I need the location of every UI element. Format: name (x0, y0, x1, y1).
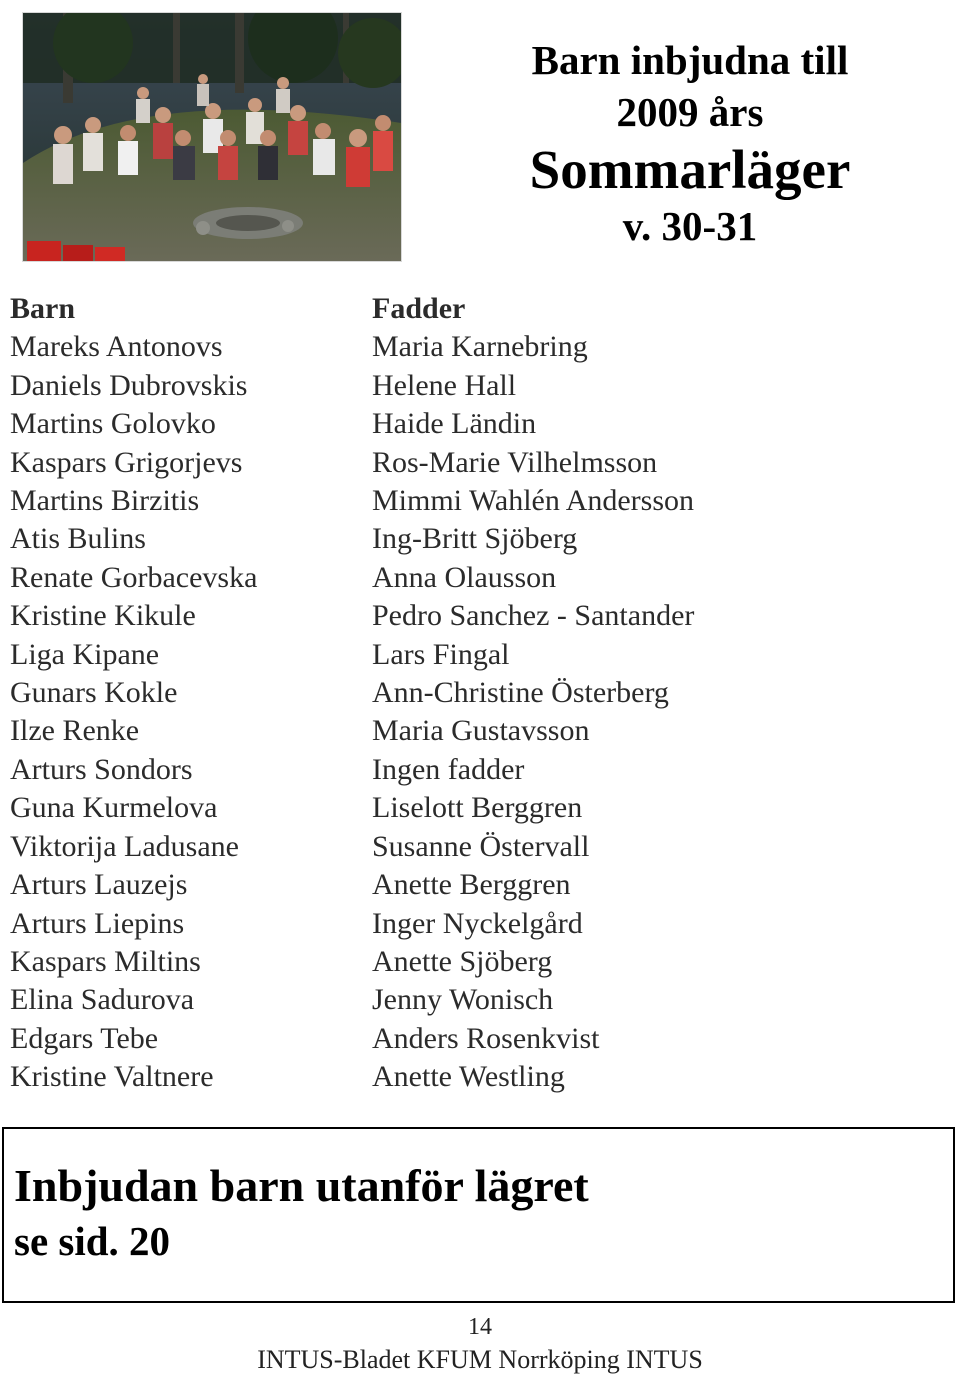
child-name: Guna Kurmelova (10, 791, 218, 825)
sponsor-name: Liselott Berggren (372, 791, 583, 825)
child-name: Gunars Kokle (10, 676, 178, 710)
sponsor-name: Ing-Britt Sjöberg (372, 522, 578, 556)
sponsor-name: Ann-Christine Österberg (372, 676, 669, 710)
child-name: Arturs Lauzejs (10, 868, 188, 902)
child-name: Viktorija Ladusane (10, 829, 239, 863)
child-name: Elina Sadurova (10, 983, 195, 1017)
sponsor-name: Ingen fadder (372, 752, 525, 786)
headline-line-2: 2009 års (616, 89, 764, 135)
camp-group-photo (22, 12, 402, 262)
page-number: 14 (468, 1314, 492, 1340)
sponsor-name: Anette Sjöberg (372, 944, 553, 978)
sponsor-name: Helene Hall (372, 368, 517, 402)
children-header: Barn (10, 292, 76, 325)
sponsor-name: Anette Westling (372, 1060, 565, 1094)
sponsor-name: Inger Nyckelgård (372, 906, 583, 940)
sponsors-header: Fadder (372, 292, 466, 325)
child-name: Arturs Liepins (10, 906, 185, 940)
notice-title: Inbjudan barn utanför lägret (14, 1160, 589, 1211)
sponsor-name: Jenny Wonisch (372, 983, 554, 1017)
child-name: Martins Golovko (10, 407, 216, 441)
child-name: Kaspars Miltins (10, 944, 201, 978)
notice-box (2, 1127, 955, 1303)
child-name: Kristine Kikule (10, 599, 196, 633)
sponsor-name: Anna Olausson (372, 560, 557, 594)
child-name: Daniels Dubrovskis (10, 368, 248, 402)
sponsor-name: Lars Fingal (372, 637, 510, 671)
sponsor-name: Haide Ländin (372, 407, 537, 441)
notice-page-reference: se sid. 20 (14, 1218, 171, 1264)
child-name: Kaspars Grigorjevs (10, 445, 243, 479)
sponsor-name: Maria Karnebring (372, 330, 588, 364)
sponsor-name: Pedro Sanchez - Santander (372, 599, 695, 633)
child-name: Atis Bulins (10, 522, 146, 556)
child-name: Martins Birzitis (10, 484, 200, 518)
sponsor-name: Maria Gustavsson (372, 714, 590, 748)
children-list (10, 290, 360, 1097)
headline-line-3: Sommarläger (529, 139, 851, 200)
headline-line-4: v. 30-31 (622, 203, 758, 249)
sponsor-name: Anders Rosenkvist (372, 1021, 600, 1055)
headline-line-1: Barn inbjudna till (531, 37, 849, 83)
sponsor-name: Mimmi Wahlén Andersson (372, 484, 695, 518)
footer-publication: INTUS-Bladet KFUM Norrköping INTUS (257, 1345, 703, 1374)
child-name: Edgars Tebe (10, 1021, 159, 1055)
child-name: Liga Kipane (10, 637, 160, 671)
sponsor-name: Ros-Marie Vilhelmsson (372, 445, 658, 479)
child-name: Renate Gorbacevska (10, 560, 258, 594)
child-name: Ilze Renke (10, 714, 140, 748)
sponsor-name: Susanne Östervall (372, 829, 590, 863)
child-name: Mareks Antonovs (10, 330, 223, 364)
sponsors-list (372, 290, 792, 1097)
child-name: Arturs Sondors (10, 752, 193, 786)
sponsor-name: Anette Berggren (372, 868, 571, 902)
child-name: Kristine Valtnere (10, 1060, 214, 1094)
